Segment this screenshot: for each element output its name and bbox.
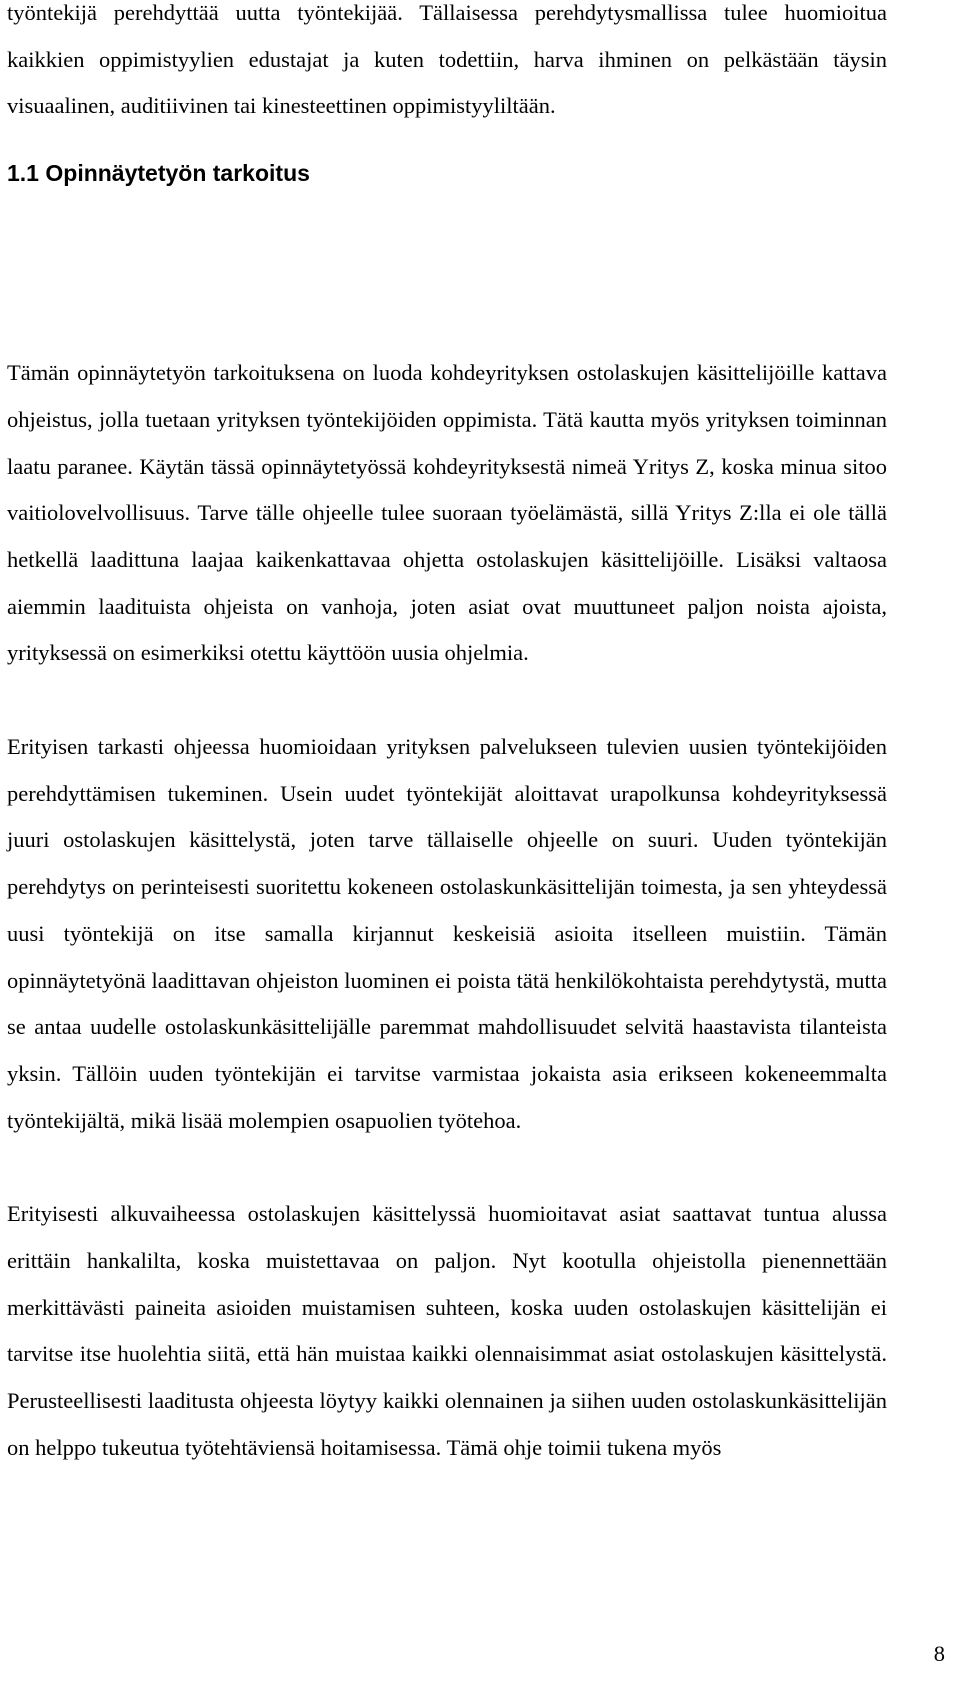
page-number: 8 — [933, 1641, 945, 1666]
paragraph-purpose: Tämän opinnäytetyön tarkoituksena on luoda kohdeyrityksen ostolaskujen käsittelijöille kattava ohjeistus, jolla tuetaan yrityksen työntekijöiden oppimista. Tätä kautta myös yrityksen toiminnan laatu paranee. Käytän tässä opinnäytetyössä kohdeyrityksestä nimeä Yritys Z, koska minua sitoo vaitiolovelvollisuus. Tarve tälle ohjeelle tulee suoraan työelämästä, sillä Yritys Z:lla ei ole tällä hetkellä laadittuna laajaa kaikenkattavaa ohjetta ostolaskujen käsittelijöille. Lisäksi valtaosa aiemmin laadituista ohjeista on vanhoja, joten asiat ovat muuttuneet paljon noista ajoista, yrityksessä on esimerkiksi otettu käyttöön uusia ohjelmia. — [7, 360, 887, 666]
document-page — [7, 0, 887, 1472]
section-heading — [7, 160, 310, 187]
paragraph-onboarding: Erityisen tarkasti ohjeessa huomioidaan yrityksen palvelukseen tulevien uusien työntekijöiden perehdyttämisen tukeminen. Usein uudet työntekijät aloittavat urapolkunsa kohdeyrityksessä juuri ostolaskujen käsittelystä, joten tarve tällaiselle ohjeelle on suuri. Uuden työntekijän perehdytys on perinteisesti suoritettu kokeneen ostolaskunkäsittelijän toimesta, ja sen yhteydessä uusi työntekijä on itse samalla kirjannut keskeisiä asioita itselleen muistiin. Tämän opinnäytetyönä laadittavan ohjeiston luominen ei poista tätä henkilökohtaista perehdytystä, mutta se antaa uudelle ostolaskunkäsittelijälle paremmat mahdollisuudet selvitä haastavista tilanteista yksin. Tällöin uuden työntekijän ei tarvitse varmistaa jokaista asia erikseen kokeneemmalta työntekijältä, mikä lisää molempien osapuolien työtehoa. — [7, 734, 887, 1133]
section-title: Opinnäytetyön tarkoitus — [45, 160, 310, 186]
paragraph-early-stage: Erityisesti alkuvaiheessa ostolaskujen käsittelyssä huomioitavat asiat saattavat tuntua alussa erittäin hankalilta, koska muistettavaa on paljon. Nyt kootulla ohjeistolla pienennettään merkittävästi paineita asioiden muistamisen suhteen, koska uuden ostolaskujen käsittelijän ei tarvitse itse huolehtia siitä, että hän muistaa kaikki olennaisimmat asiat ostolaskujen käsittelystä. Perusteellisesti laaditusta ohjeesta löytyy kaikki olennainen ja siihen uuden ostolaskunkäsittelijän on helppo tukeutua työtehtäviensä hoitamisessa. Tämä ohje toimii tukena myös — [7, 1201, 887, 1460]
section-number: 1.1 — [7, 160, 39, 186]
paragraph-intro-continuation: työntekijä perehdyttää uutta työntekijää. Tällaisessa perehdytysmallissa tulee huomioitua kaikkien oppimistyylien edustajat ja kuten todettiin, harva ihminen on pelkästään täysin visuaalinen, auditiivinen tai kinesteettinen oppimistyyliltään. — [7, 0, 887, 119]
